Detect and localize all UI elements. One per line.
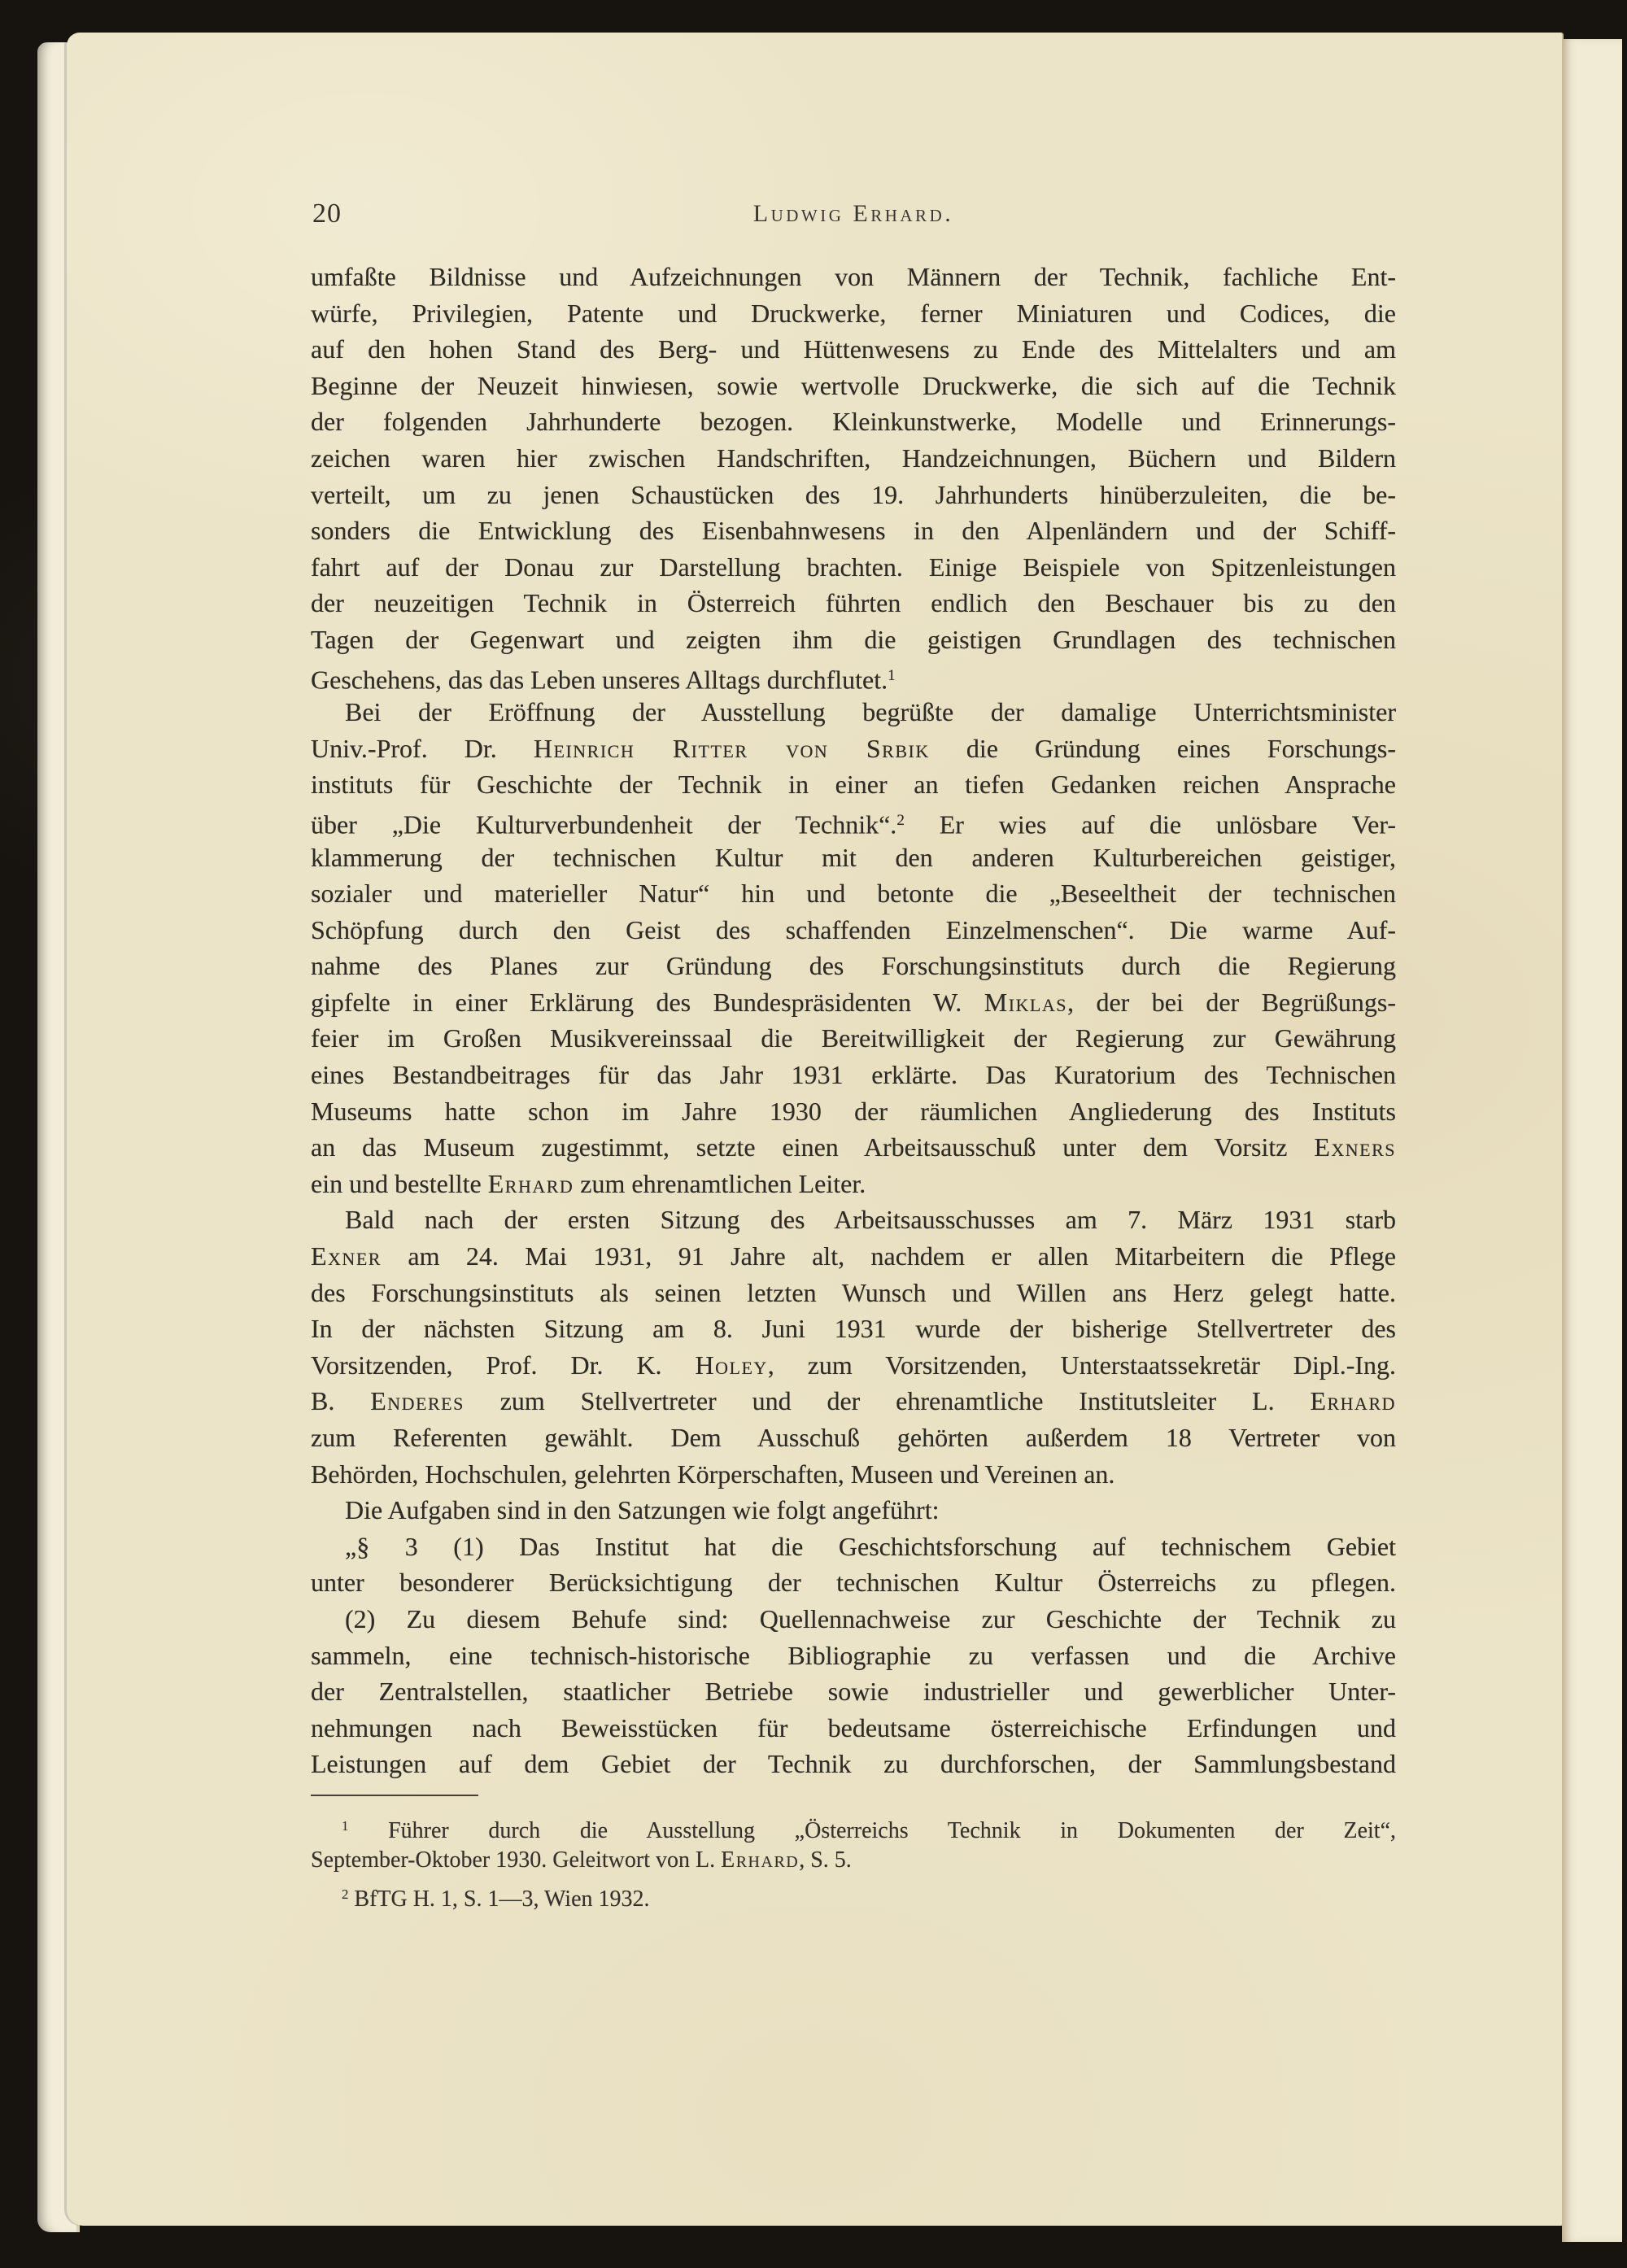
text-line: Bei der Eröffnung der Ausstellung begrüßte der damalige Unterrichtsminister: [345, 697, 1396, 727]
text-line: eines Bestandbeitrages für das Jahr 1931 erklärte. Das Kuratorium des Technischen: [311, 1060, 1396, 1090]
text-line: auf den hohen Stand des Berg- und Hüttenwesens zu Ende des Mittelalters und am: [311, 334, 1396, 364]
text-line: Behörden, Hochschulen, gelehrten Körperschaften, Museen und Vereinen an.: [311, 1459, 1115, 1489]
footnotes: [311, 1809, 1396, 1912]
text-line: zum Referenten gewählt. Dem Ausschuß gehörten außerdem 18 Vertreter von: [311, 1423, 1396, 1452]
text-line: Museums hatte schon im Jahre 1930 der räumlichen Angliederung des Instituts: [311, 1096, 1396, 1126]
text-line: über „Die Kulturverbundenheit der Technik“.$^2$ Er wies auf die unlösbare Ver-: [311, 809, 1397, 840]
text-line: (2) Zu diesem Behufe sind: Quellennachweise zur Geschichte der Technik zu: [345, 1603, 1396, 1633]
text-line: Vorsitzenden, Prof. Dr. K. Holey, zum Vorsitzenden, Unterstaatssekretär Dipl.-Ing.: [311, 1350, 1397, 1380]
text-line: würfe, Privilegien, Patente und Druckwerke, ferner Miniaturen und Codices, die: [311, 298, 1396, 328]
text-line: verteilt, um zu jenen Schaustücken des 19. Jahrhunderts hinüberzuleiten, die be-: [311, 479, 1396, 509]
text-line: $^1$ Führer durch die Ausstellung „Österreichs Technik in Dokumenten der Zeit“,: [342, 1818, 1396, 1844]
text-line: sozialer und materieller Natur“ hin und betonte die „Beseeltheit der technischen: [311, 879, 1396, 909]
footnote-rule: [311, 1795, 478, 1796]
book-page: [67, 33, 1564, 2226]
body-text: [311, 259, 1396, 1782]
text-line: instituts für Geschichte der Technik in einer an tiefen Gedanken reichen Ansprache: [311, 770, 1396, 800]
text-line: der folgenden Jahrhunderte bezogen. Kleinkunstwerke, Modelle und Erinnerungs-: [311, 407, 1396, 437]
text-line: Univ.-Prof. Dr. Heinrich Ritter von Srbik die Gründung eines Forschungs-: [311, 733, 1396, 763]
text-line: klammerung der technischen Kultur mit den anderen Kulturbereichen geistiger,: [311, 842, 1396, 872]
text-line: nahme des Planes zur Gründung des Forschungsinstituts durch die Regierung: [311, 951, 1396, 981]
page-header: [311, 198, 1396, 236]
text-line: zeichen waren hier zwischen Handschriften, Handzeichnungen, Büchern und Bildern: [311, 443, 1396, 473]
text-line: an das Museum zugestimmt, setzte einen Arbeitsausschuß unter dem Vorsitz Exners: [311, 1132, 1396, 1162]
text-line: unter besonderer Berücksichtigung der technischen Kultur Österreichs zu pflegen.: [311, 1568, 1396, 1598]
text-line: sammeln, eine technisch-historische Bibliographie zu verfassen und die Archive: [311, 1640, 1396, 1670]
text-line: der Zentralstellen, staatlicher Betriebe sowie industrieller und gewerblicher Unter-: [311, 1677, 1396, 1707]
text-line: sonders die Entwicklung des Eisenbahnwesens in den Alpenländern und der Schiff-: [311, 516, 1396, 546]
next-page-edge: [1562, 39, 1622, 2242]
text-line: Die Aufgaben sind in den Satzungen wie folgt angeführt:: [345, 1495, 940, 1525]
text-line: In der nächsten Sitzung am 8. Juni 1931 wurde der bisherige Stellvertreter des: [311, 1314, 1396, 1344]
text-line: Schöpfung durch den Geist des schaffenden Einzelmenschen“. Die warme Auf-: [311, 914, 1396, 944]
text-line: B. Enderes zum Stellvertreter und der ehrenamtliche Institutsleiter L. Erhard: [311, 1386, 1397, 1416]
text-line: September-Oktober 1930. Geleitwort von L. Erhard, S. 5.: [311, 1847, 852, 1873]
text-line: „§ 3 (1) Das Institut hat die Geschichtsforschung auf technischem Gebiet: [345, 1531, 1396, 1561]
text-line: umfaßte Bildnisse und Aufzeichnungen von Männern der Technik, fachliche Ent-: [311, 262, 1396, 291]
text-line: Leistungen auf dem Gebiet der Technik zu durchforschen, der Sammlungsbestand: [311, 1749, 1396, 1779]
text-line: gipfelte in einer Erklärung des Bundespräsidenten W. Miklas, der bei der Begrüßungs-: [311, 987, 1397, 1017]
text-line: ein und bestellte Erhard zum ehrenamtlichen Leiter.: [311, 1168, 866, 1198]
page-number: 20: [312, 198, 342, 229]
running-title: Ludwig Erhard.: [752, 200, 954, 227]
text-line: fahrt auf der Donau zur Darstellung brachten. Einige Beispiele von Spitzenleistungen: [311, 552, 1396, 582]
text-line: feier im Großen Musikvereinssaal die Bereitwilligkeit der Regierung zur Gewährung: [311, 1023, 1396, 1053]
text-line: Tagen der Gegenwart und zeigten ihm die geistigen Grundlagen des technischen: [311, 624, 1396, 654]
text-line: $^2$ BfTG H. 1, S. 1—3, Wien 1932.: [342, 1886, 650, 1913]
text-line: der neuzeitigen Technik in Österreich führten endlich den Beschauer bis zu den: [311, 588, 1396, 618]
text-line: nehmungen nach Beweisstücken für bedeutsame österreichische Erfindungen und: [311, 1712, 1396, 1742]
text-line: Bald nach der ersten Sitzung des Arbeitsausschusses am 7. März 1931 starb: [345, 1205, 1396, 1235]
text-line: Geschehens, das das Leben unseres Alltags durchflutet.$^1$: [311, 665, 896, 695]
text-line: Exner am 24. Mai 1931, 91 Jahre alt, nachdem er allen Mitarbeitern die Pflege: [311, 1241, 1396, 1271]
text-line: Beginne der Neuzeit hinwiesen, sowie wertvolle Druckwerke, die sich auf die Technik: [311, 370, 1396, 400]
text-line: des Forschungsinstituts als seinen letzten Wunsch und Willen ans Herz gelegt hatte.: [311, 1277, 1396, 1307]
